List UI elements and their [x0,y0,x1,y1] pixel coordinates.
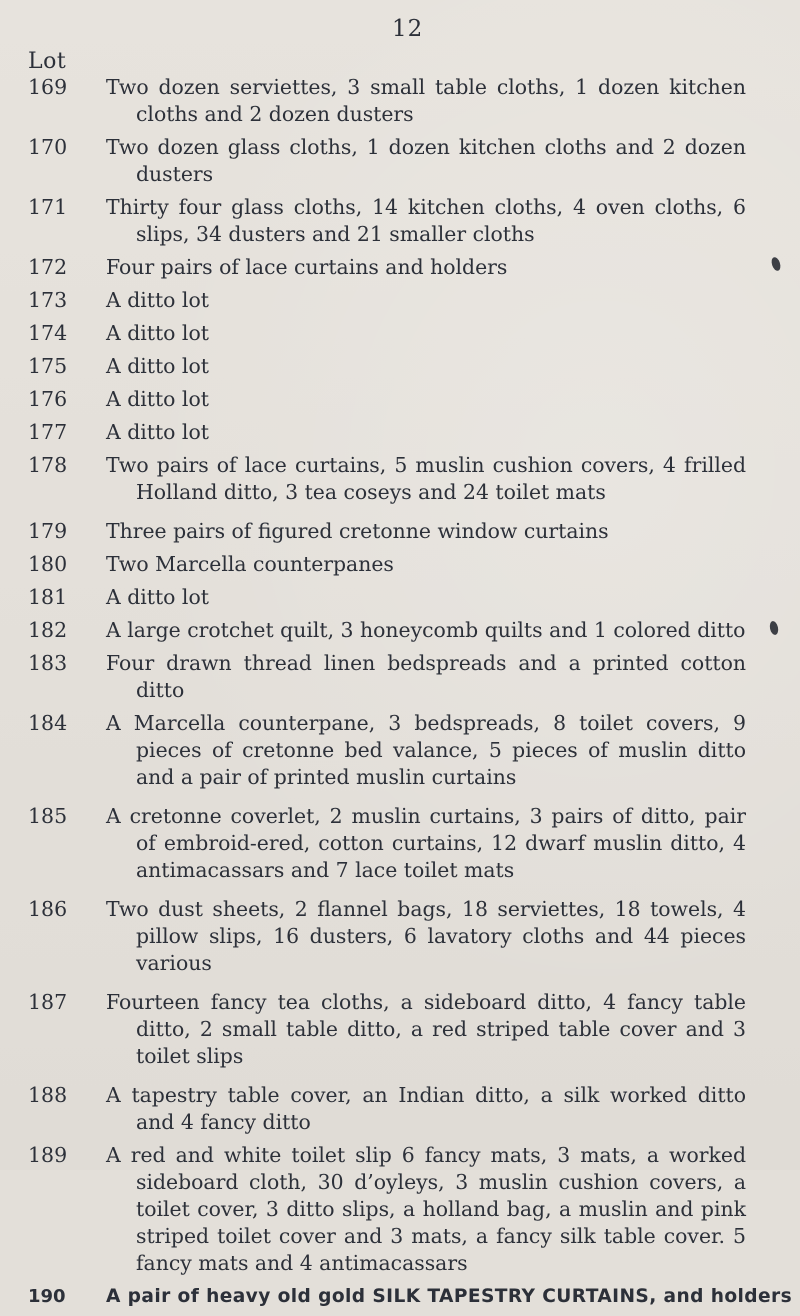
lot-177 [28,419,746,446]
lot-description: A ditto lot [106,321,209,345]
lot-description: A ditto lot [106,585,209,609]
lot-description: Four pairs of lace curtains and holders [106,255,508,279]
lot-description: Two dozen serviettes, 3 small table cloths, 1 dozen kitchen cloths and 2 dozen dusters [106,75,746,126]
lot-number: 180 [28,552,68,576]
lot-number: 182 [28,618,68,642]
lot-188 [28,1082,746,1136]
lot-number: 181 [28,585,68,609]
lot-number: 179 [28,519,68,543]
lot-description: Two pairs of lace curtains, 5 muslin cushion covers, 4 frilled Holland ditto, 3 tea coseys and 24 toilet mats [106,453,746,504]
lot-description: A ditto lot [106,420,209,444]
lot-description: A pair of heavy old gold SILK TAPESTRY CURTAINS, and holders [106,1286,793,1307]
lot-185 [28,803,746,884]
lot-list [28,74,793,1316]
lot-169 [28,74,746,128]
lot-description: Three pairs of figured cretonne window curtains [106,519,609,543]
lot-173 [28,287,746,314]
lot-number: 184 [28,711,68,735]
lot-description: Four drawn thread linen bedspreads and a printed cotton ditto [106,651,746,702]
lot-description: A large crotchet quilt, 3 honeycomb quilts and 1 colored ditto [106,618,746,642]
lot-number: 172 [28,255,68,279]
lot-187 [28,989,746,1070]
lot-number: 189 [28,1143,68,1167]
lot-number: 174 [28,321,68,345]
lot-182 [28,617,746,644]
lot-number: 188 [28,1083,68,1107]
lot-176 [28,386,746,413]
lot-description: Two dust sheets, 2 flannel bags, 18 serviettes, 18 towels, 4 pillow slips, 16 dusters, 6 lavatory cloths and 44 pieces various [106,897,746,975]
lot-number: 190 [28,1286,66,1307]
lot-number: 185 [28,804,68,828]
lot-number: 178 [28,453,68,477]
lot-180 [28,551,746,578]
page-number: 12 [392,16,424,42]
lot-number: 176 [28,387,68,411]
lot-175 [28,353,746,380]
lot-description: A ditto lot [106,354,209,378]
lot-174 [28,320,746,347]
lot-number: 187 [28,990,68,1014]
lot-183 [28,650,746,704]
lot-184 [28,710,746,791]
lot-172 [28,254,746,281]
lot-description: Two Marcella counterpanes [106,552,394,576]
lot-170 [28,134,746,188]
lot-179 [28,518,746,545]
lot-description: A cretonne coverlet, 2 muslin curtains, 3 pairs of ditto, pair of embroid-ered, cotton curtains, 12 dwarf muslin ditto, 4 antimacassars and 7 lace toilet mats [106,804,746,882]
lot-number: 173 [28,288,68,312]
lot-171 [28,194,746,248]
lot-description: Fourteen fancy tea cloths, a sideboard ditto, 4 fancy table ditto, 2 small table ditto, a red striped table cover and 3 toilet slips [106,990,746,1068]
lot-number: 186 [28,897,68,921]
lot-number: 183 [28,651,68,675]
lot-178 [28,452,746,506]
lot-number: 175 [28,354,68,378]
ink-spot [770,256,782,272]
lot-186 [28,896,746,977]
lot-number: 169 [28,75,68,99]
lot-description: A ditto lot [106,387,209,411]
lot-number: 177 [28,420,68,444]
lot-description: Thirty four glass cloths, 14 kitchen cloths, 4 oven cloths, 6 slips, 34 dusters and 21 smaller cloths [106,195,746,246]
lot-190 [28,1283,793,1310]
lot-description: A red and white toilet slip 6 fancy mats, 3 mats, a worked sideboard cloth, 30 d’oyleys, 3 muslin cushion covers, a toilet cover, 3 ditto slips, a holland bag, a muslin and pink striped toilet cover and 3 mats, a fancy silk table cover. 5 fancy mats and 4 antimacassars [106,1143,746,1275]
lot-description: A ditto lot [106,288,209,312]
lot-number: 171 [28,195,68,219]
lot-189 [28,1142,746,1277]
lot-description: A Marcella counterpane, 3 bedspreads, 8 toilet covers, 9 pieces of cretonne bed valance, 5 pieces of muslin ditto and a pair of printed muslin curtains [106,711,746,789]
lot-181 [28,584,746,611]
lot-column-heading: Lot [28,49,67,74]
lot-number: 170 [28,135,68,159]
lot-description: A tapestry table cover, an Indian ditto, a silk worked ditto and 4 fancy ditto [106,1083,746,1134]
ink-spot [769,620,780,635]
lot-description: Two dozen glass cloths, 1 dozen kitchen cloths and 2 dozen dusters [106,135,746,186]
